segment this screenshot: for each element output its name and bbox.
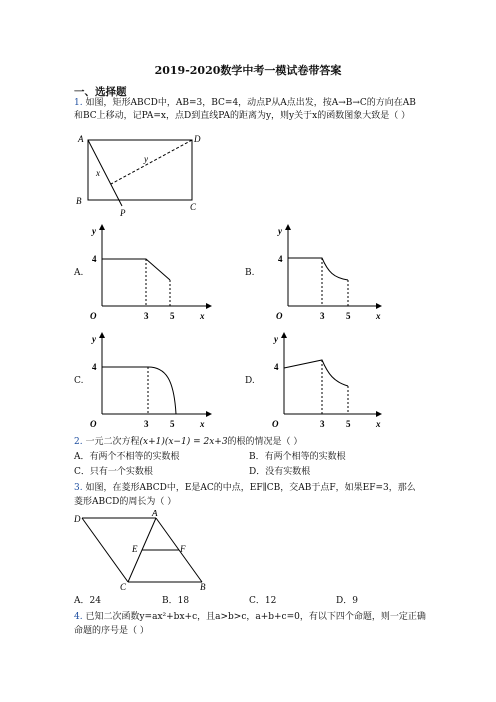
option-a-label: A. xyxy=(74,268,84,278)
a-tick-5: 5 xyxy=(170,311,175,321)
b-y-label: y xyxy=(278,226,282,236)
d-tick-5: 5 xyxy=(346,419,351,429)
a-x-label: x xyxy=(200,311,205,321)
fig3-label-c: C xyxy=(120,582,127,592)
fig3-label-e: E xyxy=(132,544,138,554)
fig1-label-a: A xyxy=(78,134,84,144)
q1-text-line2: 和BC上移动，记PA=x，点D到直线PA的距离为y，则y关于x的函数图象大致是（ ） xyxy=(74,111,411,121)
q3-text-line1: 如图，在菱形ABCD中，E是AC的中点，EF∥CB，交AB于点F，如果EF=3，那么 xyxy=(85,483,416,493)
q3-line1 xyxy=(74,482,416,495)
q3-rhombus-figure xyxy=(74,510,224,594)
a-tick-4: 4 xyxy=(92,254,97,264)
q2-text-before: 一元二次方程 xyxy=(85,437,140,447)
fig1-label-b: B xyxy=(76,196,82,206)
q2-equation: (x+1)(x−1) = 2x+3 xyxy=(139,437,228,447)
q1-rectangle-figure xyxy=(74,132,204,218)
q4-line1 xyxy=(74,611,426,624)
fig1-label-c: C xyxy=(190,202,197,212)
page-title: 2019-2020数学中考一模试卷带答案 xyxy=(154,64,342,77)
b-tick-3: 3 xyxy=(320,311,325,321)
q3-option-a: A．24 xyxy=(74,596,101,606)
fig1-label-x: x xyxy=(96,168,100,178)
q1-line1 xyxy=(74,97,416,110)
b-tick-5: 5 xyxy=(346,311,351,321)
option-b-label: B. xyxy=(245,268,255,278)
c-tick-5: 5 xyxy=(170,419,175,429)
q2-option-c: C．只有一个实数根 xyxy=(74,467,153,477)
section-heading: 一、选择题 xyxy=(74,86,127,98)
option-c-graph xyxy=(88,330,218,430)
q3-option-c: C．12 xyxy=(249,596,277,606)
option-a-graph xyxy=(88,222,218,322)
d-y-label: y xyxy=(274,334,278,344)
b-x-label: x xyxy=(376,311,381,321)
q3-option-d: D．9 xyxy=(336,596,358,606)
d-tick-3: 3 xyxy=(320,419,325,429)
q4-text-line1: 已知二次函数y=ax²+bx+c，且a>b>c，a+b+c=0，有以下四个命题，则一定正确 xyxy=(85,612,426,622)
c-tick-3: 3 xyxy=(144,419,149,429)
fig3-label-a: A xyxy=(152,510,158,518)
a-tick-3: 3 xyxy=(144,311,149,321)
q2-option-b: B．有两个相等的实数根 xyxy=(249,452,346,462)
b-origin: O xyxy=(276,311,283,321)
a-y-label: y xyxy=(92,226,96,236)
option-d-label: D. xyxy=(245,376,255,386)
d-origin: O xyxy=(272,419,279,429)
q3-number: 3. xyxy=(74,483,83,493)
fig3-label-d: D xyxy=(74,514,81,524)
q4-text-line2: 命题的序号是（ ） xyxy=(74,626,149,636)
fig1-label-d: D xyxy=(194,134,201,144)
option-c-label: C. xyxy=(74,376,84,386)
a-origin: O xyxy=(90,311,97,321)
fig3-label-b: B xyxy=(200,582,206,592)
fig1-label-p: P xyxy=(120,208,126,218)
q2-option-d: D．没有实数根 xyxy=(249,467,311,477)
q2-stem xyxy=(74,436,302,449)
q2-text-after: 的根的情况是（ ） xyxy=(227,437,303,447)
q1-text-line1: 如图，矩形ABCD中，AB=3，BC=4，动点P从A点出发，按A→B→C的方向在AB xyxy=(85,98,416,108)
fig3-label-f: F xyxy=(180,544,186,554)
q2-option-a: A．有两个不相等的实数根 xyxy=(74,452,180,462)
d-tick-4: 4 xyxy=(274,362,279,372)
c-tick-4: 4 xyxy=(92,362,97,372)
q2-number: 2. xyxy=(74,437,83,447)
c-origin: O xyxy=(90,419,97,429)
q1-number: 1. xyxy=(74,98,83,108)
d-x-label: x xyxy=(376,419,381,429)
option-d-graph xyxy=(272,330,392,430)
q3-option-b: B．18 xyxy=(162,596,190,606)
c-x-label: x xyxy=(200,419,205,429)
q3-text-line2: 菱形ABCD的周长为（ ） xyxy=(74,497,177,507)
c-y-label: y xyxy=(92,334,96,344)
option-b-graph xyxy=(276,222,396,322)
b-tick-4: 4 xyxy=(278,254,283,264)
fig1-label-y: y xyxy=(144,154,148,164)
q4-number: 4. xyxy=(74,612,83,622)
